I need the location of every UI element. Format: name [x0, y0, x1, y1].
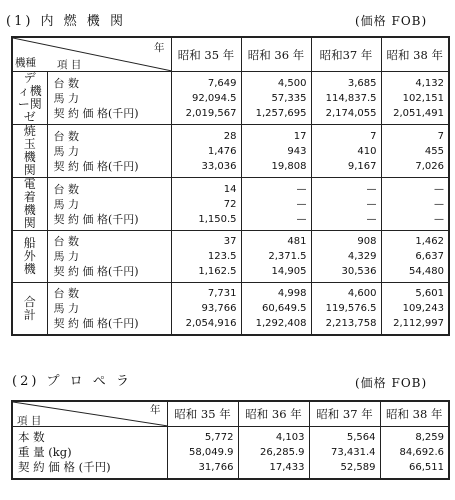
- item-horsepower-label: 馬 力: [53, 197, 79, 211]
- section1-price-condition: (価格 FOB): [355, 14, 428, 28]
- item-units-label: 台 数: [53, 287, 79, 300]
- group-row-hot-bulb: [12, 125, 449, 178]
- diagonal-line: [13, 38, 172, 71]
- section1-title: (1) 内 燃 機 関: [6, 14, 126, 29]
- item-units-label: 台 数: [53, 129, 79, 143]
- item-units-label: 台 数: [53, 182, 79, 196]
- item-horsepower-label: 馬 力: [53, 250, 79, 263]
- item-label: 項 目: [17, 415, 42, 427]
- value-cell: 5,772 58,049.9 31,766: [167, 427, 238, 480]
- year-header: 昭和 37 年: [309, 401, 380, 427]
- item-labels: [12, 427, 167, 480]
- group-name-diesel: デ ィ機 ー関 ゼ: [12, 72, 47, 125]
- value-cell: 7,731 93,766 2,054,916: [171, 283, 241, 336]
- item-price-label: 契 約 価 格(千円): [53, 212, 139, 226]
- year-header: 昭和 36 年: [241, 37, 311, 72]
- value-cell: 5,564 73,431.4 52,589: [309, 427, 380, 480]
- section2-title: (2) プ ロ ペ ラ: [12, 374, 132, 389]
- year-label: 年: [150, 404, 161, 416]
- year-header: 昭和 35 年: [171, 37, 241, 72]
- value-cell: 481 2,371.5 14,905: [241, 231, 311, 283]
- value-cell: — — —: [311, 178, 381, 231]
- value-cell: 7,649 92,094.5 2,019,567: [171, 72, 241, 125]
- value-cell: 5,601 109,243 2,112,997: [381, 283, 449, 336]
- item-price-label: 契 約 価 格(千円): [53, 265, 139, 278]
- item-labels: [47, 283, 171, 336]
- value-cell: 908 4,329 30,536: [311, 231, 381, 283]
- value-cell: 4,132 102,151 2,051,491: [381, 72, 449, 125]
- value-cell: 7 455 7,026: [381, 125, 449, 178]
- year-header: 昭和 35 年: [167, 401, 238, 427]
- year-header: 昭和 36 年: [238, 401, 309, 427]
- engine-table: [11, 36, 450, 336]
- item-labels: [47, 231, 171, 283]
- group-row-electric-ignition: [12, 178, 449, 231]
- item-price-label: 契 約 価 格 (千円): [18, 460, 111, 474]
- group-row-total: [12, 283, 449, 336]
- item-horsepower-label: 馬 力: [53, 91, 79, 105]
- item-labels: [47, 72, 171, 125]
- value-cell: 14 72 1,150.5: [171, 178, 241, 231]
- value-cell: 37 123.5 1,162.5: [171, 231, 241, 283]
- propeller-table: [11, 400, 450, 480]
- value-cell: — — —: [241, 178, 311, 231]
- item-count-label: 本 数: [18, 430, 45, 444]
- year-label: 年: [154, 42, 165, 54]
- value-cell: 8,259 84,692.6 66,511: [380, 427, 449, 480]
- value-cell: 7 410 9,167: [311, 125, 381, 178]
- item-price-label: 契 約 価 格(千円): [53, 106, 139, 120]
- item-labels: [47, 125, 171, 178]
- item-horsepower-label: 馬 力: [53, 302, 79, 315]
- item-units-label: 台 数: [53, 76, 79, 90]
- value-cell: 1,462 6,637 54,480: [381, 231, 449, 283]
- kind-label: 機種: [15, 57, 36, 69]
- engine-diagonal-header: [12, 37, 171, 72]
- value-cell: 4,500 57,335 1,257,695: [241, 72, 311, 125]
- item-labels: [47, 178, 171, 231]
- value-cell: 28 1,476 33,036: [171, 125, 241, 178]
- propeller-diagonal-header: [12, 401, 167, 427]
- value-cell: 4,600 119,576.5 2,213,758: [311, 283, 381, 336]
- item-horsepower-label: 馬 力: [53, 144, 79, 158]
- item-units-label: 台 数: [53, 235, 79, 248]
- value-cell: 4,998 60,649.5 1,292,408: [241, 283, 311, 336]
- item-price-label: 契 約 価 格(千円): [53, 317, 139, 330]
- group-name-hot-bulb: 焼 玉 機 関: [12, 125, 47, 178]
- item-weight-label: 重 量 (kg): [18, 445, 72, 459]
- year-header: 昭和 38 年: [380, 401, 449, 427]
- group-name-total: 合 計: [12, 283, 47, 336]
- propeller-data-row: [12, 427, 449, 480]
- value-cell: 3,685 114,837.5 2,174,055: [311, 72, 381, 125]
- group-row-outboard: [12, 231, 449, 283]
- section2-price-condition: (価格 FOB): [355, 376, 428, 390]
- engine-table-header: [12, 37, 449, 72]
- value-cell: 4,103 26,285.9 17,433: [238, 427, 309, 480]
- group-name-outboard: 船 外 機: [12, 231, 47, 283]
- year-header: 昭和 38 年: [381, 37, 449, 72]
- group-row-diesel: [12, 72, 449, 125]
- year-header: 昭和37 年: [311, 37, 381, 72]
- value-cell: — — —: [381, 178, 449, 231]
- group-name-electric-ignition: 電 着 機 関: [12, 178, 47, 231]
- item-price-label: 契 約 価 格(千円): [53, 159, 139, 173]
- item-label: 項 目: [57, 59, 82, 71]
- propeller-table-header: [12, 401, 449, 427]
- value-cell: 17 943 19,808: [241, 125, 311, 178]
